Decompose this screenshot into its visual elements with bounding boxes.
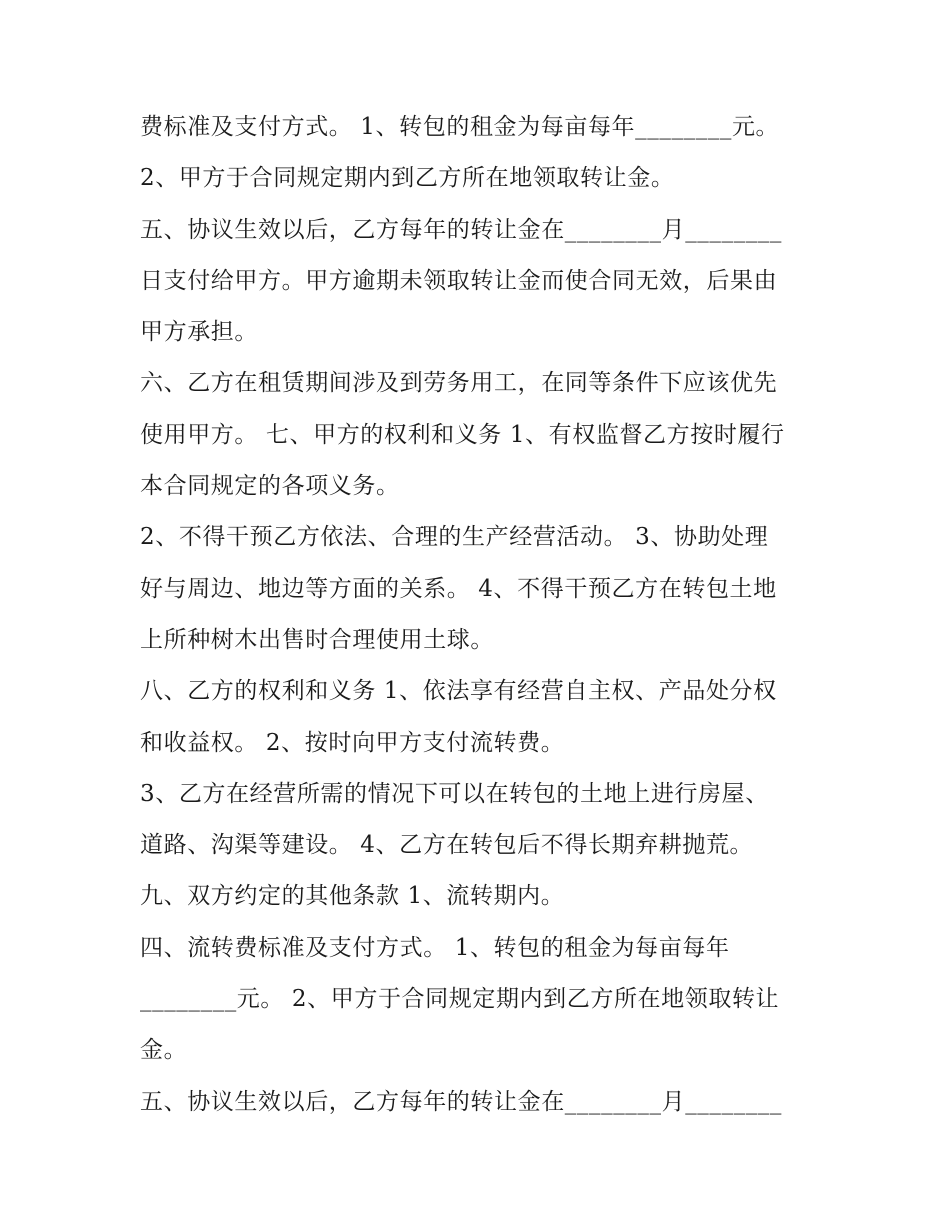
document-body	[140, 102, 820, 1128]
text-line: 四、流转费标准及支付方式。 1、转包的租金为每亩每年	[140, 934, 730, 961]
text-line: 2、甲方于合同规定期内到乙方所在地领取转让金。	[140, 165, 675, 192]
text-line: 费标准及支付方式。 1、转包的租金为每亩每年________元。	[140, 114, 780, 140]
text-line: 和收益权。 2、按时向甲方支付流转费。	[140, 729, 565, 756]
text-line: ________元。 2、甲方于合同规定期内到乙方所在地领取转让	[140, 986, 780, 1013]
text-line: 2、不得干预乙方依法、合理的生产经营活动。 3、协助处理	[140, 524, 769, 551]
text-line: 本合同规定的各项义务。	[140, 473, 400, 500]
text-line: 上所种树木出售时合理使用土球。	[140, 626, 494, 653]
text-line: 道路、沟渠等建设。 4、乙方在转包后不得长期弃耕抛荒。	[140, 832, 754, 859]
text-line: 日支付给甲方。甲方逾期未领取转让金而使合同无效，后果由	[140, 267, 778, 294]
text-line: 五、协议生效以后，乙方每年的转让金在________月________	[140, 1088, 782, 1115]
text-line: 甲方承担。	[140, 319, 258, 346]
text-line: 金。	[140, 1037, 188, 1064]
text-line: 八、乙方的权利和义务 1、依法享有经营自主权、产品处分权	[140, 678, 777, 705]
text-line: 3、乙方在经营所需的情况下可以在转包的土地上进行房屋、	[140, 780, 769, 807]
text-line: 五、协议生效以后，乙方每年的转让金在________月________	[140, 216, 782, 243]
text-line: 九、双方约定的其他条款 1、流转期内。	[140, 883, 565, 910]
text-line: 使用甲方。 七、甲方的权利和义务 1、有权监督乙方按时履行	[140, 421, 785, 448]
text-line: 好与周边、地边等方面的关系。 4、不得干预乙方在转包土地	[140, 575, 777, 602]
text-line: 六、乙方在租赁期间涉及到劳务用工，在同等条件下应该优先	[140, 370, 778, 397]
